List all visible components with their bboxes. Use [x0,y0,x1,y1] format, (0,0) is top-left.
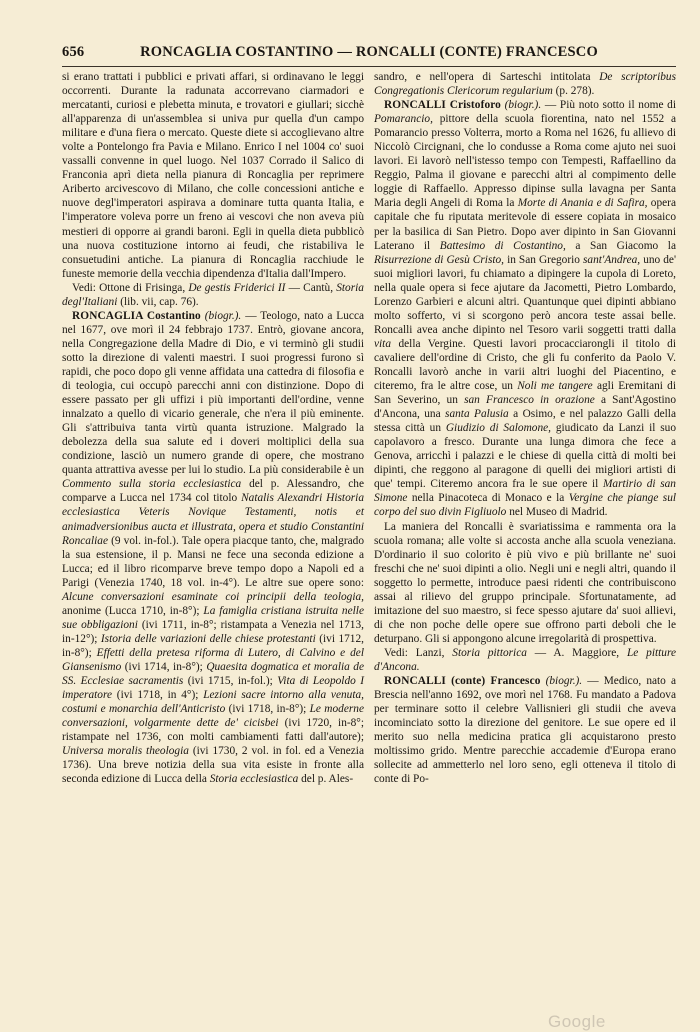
entry-roncalli-francesco: RONCALLI (conte) Francesco (biogr.). — Medico, nato a Brescia nell'anno 1692, ove morì nel 1768. Fu mandato a Padova per terminare sotto il celebre Vallisnieri gli studii che aveva incominciato sotto la direzione del genitore. Le sue opere ed il merito suo nella medicina pratica gli acquistarono presto moltissimo grido. Mentre parecchie accademie d'Europa erano sollecite ad ammetterlo nel loro seno, egli otteneva il titolo di conte di Po- [374,675,676,786]
paragraph-vedi-roncaglia: Vedi: Ottone di Frisinga, De gestis Friderici II — Cantù, Storia degl'Italiani (lib. vii, cap. 76). [62,281,364,308]
paragraph-vedi-roncalli: Vedi: Lanzi, Storia pittorica — A. Maggiore, Le pitture d'Ancona. [374,646,676,673]
entry-heading: RONCALLI (conte) Francesco [384,675,541,688]
left-column [62,70,364,786]
right-column [374,70,676,786]
entry-roncaglia-costantino: RONCAGLIA Costantino (biogr.). — Teologo, nato a Lucca nel 1677, ove morì il 24 febbrajo 1737. Entrò, giovane ancora, nella Congregazione della Madre di Dio, e vi terminò gli studii sotto la direzione di valenti maestri. I suoi progressi furono sì rapidi, che poco dopo gli venne affidata una cattedra di filosofia e di teologia, cui occupò parecchi anni con distinzione. Dopo di essere passato per gli uffizi i più importanti dell'ordine, venne innalzato a quello di vicario generale, che n'era il più eminente. Gli s'attribuiva tanta virtù quanta istruzione. Malgrado la debolezza della sua salute ed i doveri moltiplici della sua condizione, lasciò un numero grande di opere, che mostrano quanta attrattiva avesse per lui lo studio. La più considerabile è un Commento sulla storia ecclesiastica del p. Alessandro, che comparve a Lucca nel 1734 col titolo Natalis Alexandri Historia ecclesiastica Veteris Novique Testamenti, notis et animadversionibus aucta et illustrata, opera et studio Constantini Roncaliae (9 vol. in-fol.). Tale opera piacque tanto, che, malgrado la sua estensione, il p. Mansi ne fece una seconda edizione a Lucca; ed il libro ricomparve breve tempo dopo a Napoli ed a Parigi (Venezia 1740, 18 vol. in-4°). Le altre sue opere sono: Alcune conversazioni esaminate coi principii della teologia, anonime (Lucca 1710, in-8°); La famiglia cristiana istruita nelle sue obbligazioni (ivi 1711, in-8°; ristampata a Venezia nel 1713, in-12°); Istoria delle variazioni delle chiese protestanti (ivi 1712, in-8°); Effetti della pretesa riforma di Lutero, di Calvino e del Giansenismo (ivi 1714, in-8°); Quaesita dogmatica et moralia de SS. Ecclesiae sacramentis (ivi 1715, in-fol.); Vita di Leopoldo I imperatore (ivi 1718, in 4°); Lezioni sacre intorno alla venuta, costumi e monarchia dell'Anticristo (ivi 1718, in-8°); Le moderne conversazioni, volgarmente dette de' cicisbei (ivi 1720, in-8°; ristampate nel 1736, con molti cambiamenti fatti dall'autore); Universa moralis theologia (ivi 1730, 2 vol. in fol. ed a Venezia 1736). Una breve notizia della sua vita esiste in fronte alla seconda edizione di Lucca della Storia ecclesiastica del p. Ales- [62,309,365,786]
google-watermark: Google [548,1012,606,1031]
paragraph-roncaglia-diete: si erano trattati i pubblici e privati affari, si ordinavano le leggi occorrenti. Durante la radunata accorrevano ciarmadori e mercatanti, curiosi e plebetta minuta, e trovatori e giullari; sicchè all'apparenza di un'assemblea si univa pur quella d'un campo militare e d'una fiera o mercato. Queste diete si accoglievano altre volte a Pontelongo fra Pavia e Milano. Enrico I nel 1004 co' suoi vassalli convenne in quel luogo. Nel 1037 Corrado il Salico di Franconia aprì dieta nella pianura di Roncaglia per reprimere Ariberto arcivescovo di Milano, che colle concessioni antiche e nuove degl'imperatori aspirava a dominare tutta quanta Italia, e l'imperatore voleva porre un freno ai vescovi che non aveva più mestieri di opporre ai grandi baroni. Egli in quella dieta pubblicò una nuova costituzione intorno ai feudi, che ristabiliva le consuetudini antiche. La pianura di Roncaglia racchiude le funeste memorie della vecchia dipendenza d'Italia dall'Impero. [62,71,364,280]
header-title: RONCAGLIA COSTANTINO — RONCALLI (CONTE) FRANCESCO [140,44,598,60]
paragraph-maniera-roncalli: La maniera del Roncalli è svariatissima e rammenta ora la scuola romana; alle volte si accosta anche alla scuola veneziana. D'ordinario il suo colorito è più vivo e più brillante ne' suoi freschi che ne' suoi dipinti a olio. Negli uni e negli altri, quando il soggetto lo permette, introduce paesi ridenti che contribuiscono assai al rilievo del gruppo principale. Sfortunatamente, ad imitazione del suo maestro, si fece spesso ajutare da' suoi allievi, di che non poche delle opere sue offrono parti deboli che le deturpano. Gli si appongono alcune irregolarità di prospettiva. [374,520,676,645]
page-number: 656 [62,44,85,60]
entry-heading: RONCAGLIA Costantino [72,309,201,322]
running-header [62,44,676,62]
header-rule [62,66,676,67]
paragraph-continuation: sandro, e nell'opera di Sarteschi intitolata De scriptoribus Congregationis Clericorum regularium (p. 278). [374,71,676,98]
entry-heading: RONCALLI Cristoforo [384,99,501,112]
entry-roncalli-cristoforo: RONCALLI Cristoforo (biogr.). — Più noto sotto il nome di Pomarancio, pittore della scuola fiorentina, nato nel 1552 a Pomarancio presso Volterra, morto a Roma nel 1626, fu allievo di Niccolò Circignani, che lo condusse a Roma come ajuto nei suoi lavori. Ei lavorò nell'istesso tempo con Tempesti, Raffaellino da Reggio, Palma il giovane e parecchi altri al compimento delle loggie di Raffaello. Appresso dipinse sulla lavagna per Santa Maria degli Angeli di Roma la Morte di Anania e di Safira, opera capitale che fu riputata meritevole di essere copiata in mosaico per la basilica di San Pietro. Dopo aver dipinto in San Giovanni Laterano il Battesimo di Costantino, a San Giacomo la Risurrezione di Gesù Cristo, in San Gregorio sant'Andrea, uno de' suoi migliori lavori, fu chiamato a dipingere la cupola di Loreto, nella quale opera si fece ajutare da Jacometti, Pietro Lombardo, Lorenzo Garbieri e alcuni altri. Quantunque quei dipinti abbiano molto sofferto, vi si scorgono però ancora teste assai belle. Roncalli avea anche dipinto nel Tesoro varii soggetti tratti dalla vita della Vergine. Questi lavori procacciarongli il titolo di cavaliere dell'ordine di Cristo, che gli fu conferito da Paolo V. Roncalli lavorò anche in varii altri luoghi del Piacentino, e citeremo, fra le altre cose, un Noli me tangere agli Eremitani di San Severino, un san Francesco in orazione a Sant'Agostino d'Ancona, una santa Palusia a Osimo, e nel palazzo Galli della stessa città un Giudizio di Salomone, giudicato da Lanzi il suo capolavoro a fresco. Durante una lunga dimora che fece a Genova, arricchì i palazzi e le chiese di quella città di molti bei dipinti, che reggono al paragone di quelli dei migliori artisti di que' tempi. Citeremo ancora fra le sue opere il Martirio di san Simone nella Pinacoteca di Monaco e la Vergine che piange sul corpo del suo divin Figliuolo nel Museo di Madrid. [374,99,677,519]
